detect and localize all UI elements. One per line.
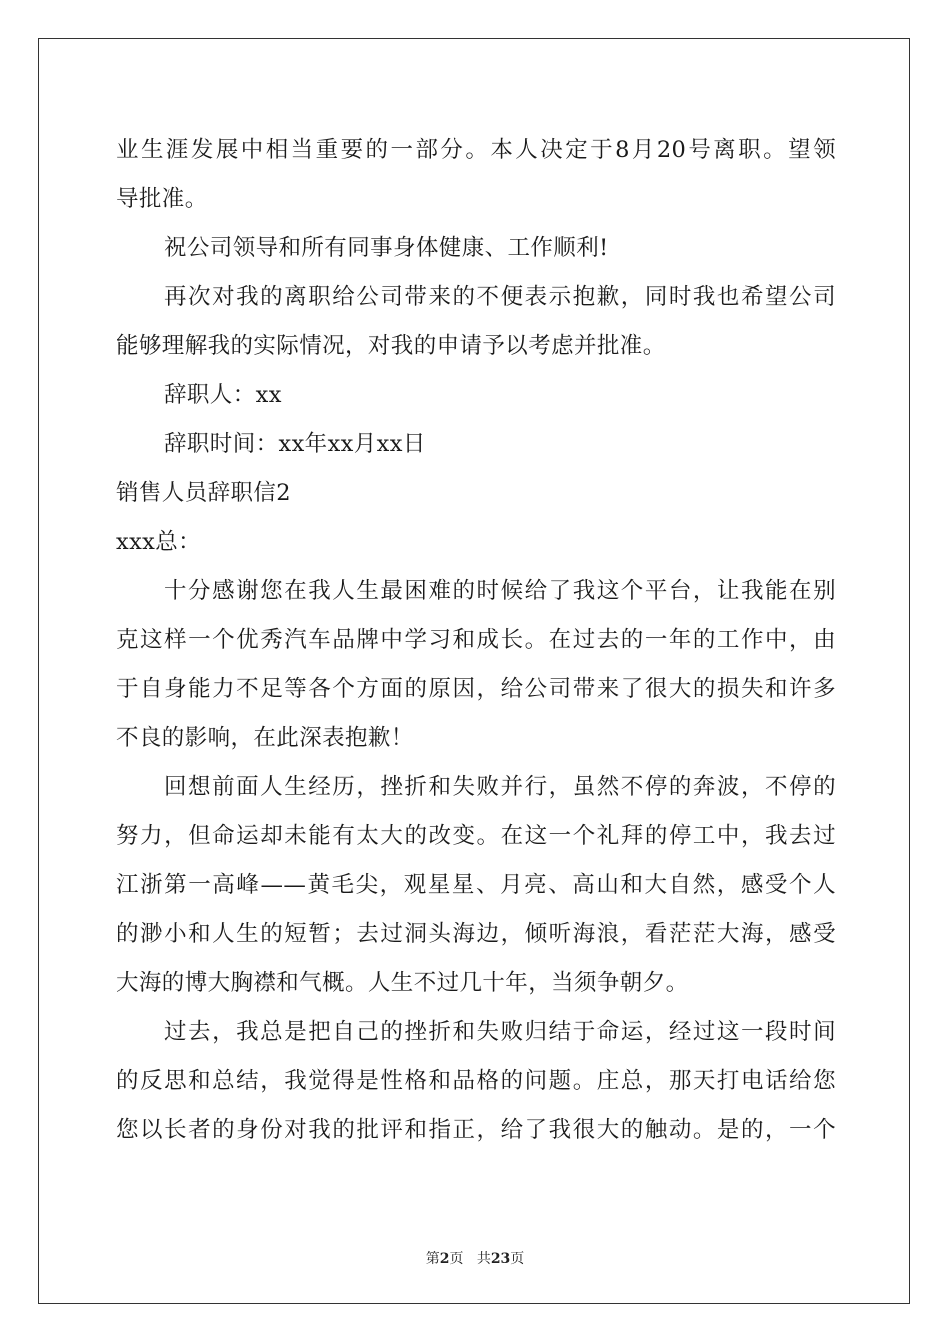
footer-page-suffix: 页 [449, 1251, 464, 1267]
text-line: 回想前面人生经历，挫折和失败并行，虽然不停的奔波，不停的 [164, 774, 836, 800]
text-line: 导批准。 [116, 186, 208, 212]
text-line: 辞职时间：xx年xx月xx日 [164, 431, 426, 457]
text-line: 业生涯发展中相当重要的一部分。本人决定于8月20号离职。望领 [116, 137, 836, 163]
footer-prefix: 第 [425, 1251, 440, 1267]
footer-total-suffix: 页 [510, 1251, 525, 1267]
text-line: 销售人员辞职信2 [116, 480, 292, 506]
text-line: 的渺小和人生的短暂；去过洞头海边，倾听海浪，看茫茫大海，感受 [116, 921, 836, 947]
text-line: 不良的影响，在此深表抱歉！ [116, 725, 414, 751]
document-body [116, 126, 836, 1155]
text-line: 江浙第一高峰——黄毛尖，观星星、月亮、高山和大自然，感受个人 [116, 872, 836, 898]
text-line: 能够理解我的实际情况，对我的申请予以考虑并批准。 [116, 333, 666, 359]
text-line: 辞职人：xx [164, 382, 282, 408]
footer-total-pages: 23 [490, 1251, 511, 1267]
text-line: 十分感谢您在我人生最困难的时候给了我这个平台，让我能在别 [164, 578, 836, 604]
text-line: 过去，我总是把自己的挫折和失败归结于命运，经过这一段时间 [164, 1019, 836, 1045]
page-footer [0, 1248, 950, 1268]
text-line: 于自身能力不足等各个方面的原因，给公司带来了很大的损失和许多 [116, 676, 836, 702]
text-line: 努力，但命运却未能有太大的改变。在这一个礼拜的停工中，我去过 [116, 823, 836, 849]
text-line: 您以长者的身份对我的批评和指正，给了我很大的触动。是的，一个 [116, 1117, 836, 1143]
footer-current-page: 2 [439, 1251, 450, 1267]
text-line: 克这样一个优秀汽车品牌中学习和成长。在过去的一年的工作中，由 [116, 627, 836, 653]
text-line: xxx总： [116, 529, 202, 555]
text-line: 大海的博大胸襟和气概。人生不过几十年，当须争朝夕。 [116, 970, 689, 996]
footer-total-prefix: 共 [476, 1251, 491, 1267]
text-line: 的反思和总结，我觉得是性格和品格的问题。庄总，那天打电话给您 [116, 1068, 836, 1094]
text-line: 再次对我的离职给公司带来的不便表示抱歉，同时我也希望公司 [164, 284, 836, 310]
text-line: 祝公司领导和所有同事身体健康、工作顺利! [164, 235, 609, 261]
